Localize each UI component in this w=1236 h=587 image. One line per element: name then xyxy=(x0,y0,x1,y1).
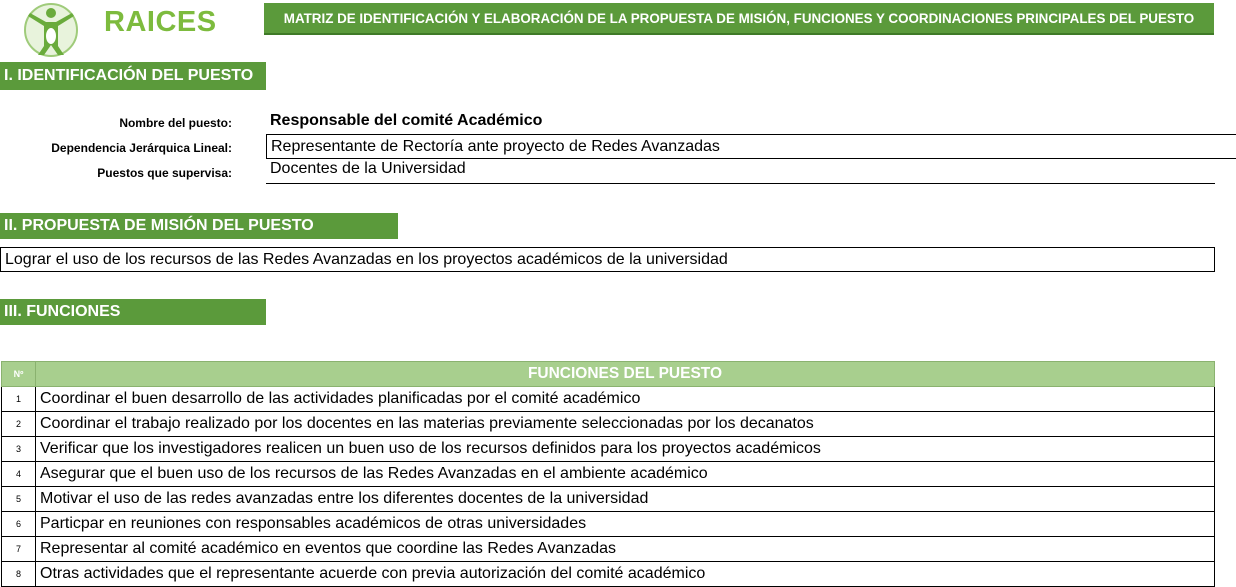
column-number-header: Nº xyxy=(2,362,36,387)
supervised-positions-label: Puestos que supervisa: xyxy=(97,166,232,180)
table-row xyxy=(2,387,1215,412)
function-number: 5 xyxy=(2,487,36,512)
function-number: 8 xyxy=(2,562,36,587)
function-text: Particpar en reuniones con responsables académicos de otras universidades xyxy=(36,512,1215,537)
table-row xyxy=(2,487,1215,512)
mission-text: Lograr el uso de los recursos de las Redes Avanzadas en los proyectos académicos de la universidad xyxy=(0,247,1215,272)
table-row xyxy=(2,512,1215,537)
section-identification-heading: I. IDENTIFICACIÓN DEL PUESTO xyxy=(0,62,266,90)
table-row xyxy=(2,462,1215,487)
function-number: 1 xyxy=(2,387,36,412)
functions-table-body xyxy=(2,387,1215,587)
function-text: Coordinar el trabajo realizado por los docentes en las materias previamente seleccionadas por los decanatos xyxy=(36,412,1215,437)
function-text: Otras actividades que el representante acuerde con previa autorización del comité académico xyxy=(36,562,1215,587)
function-text: Coordinar el buen desarrollo de las actividades planificadas por el comité académico xyxy=(36,387,1215,412)
section-functions-heading: III. FUNCIONES xyxy=(0,299,266,325)
raices-person-logo-icon xyxy=(22,2,80,58)
supervised-positions-value: Docentes de la Universidad xyxy=(266,160,1215,184)
function-number: 6 xyxy=(2,512,36,537)
function-text: Asegurar que el buen uso de los recursos de las Redes Avanzadas en el ambiente académico xyxy=(36,462,1215,487)
table-row xyxy=(2,437,1215,462)
job-name-value: Responsable del comité Académico xyxy=(270,112,543,129)
hierarchy-label: Dependencia Jerárquica Lineal: xyxy=(51,141,232,155)
column-functions-header: FUNCIONES DEL PUESTO xyxy=(36,362,1215,387)
functions-table-header xyxy=(2,362,1215,387)
function-number: 7 xyxy=(2,537,36,562)
function-text: Motivar el uso de las redes avanzadas entre los diferentes docentes de la universidad xyxy=(36,487,1215,512)
function-text: Representar al comité académico en eventos que coordine las Redes Avanzadas xyxy=(36,537,1215,562)
table-row xyxy=(2,412,1215,437)
section-mission-heading: II. PROPUESTA DE MISIÓN DEL PUESTO xyxy=(0,213,398,239)
functions-table xyxy=(1,361,1215,587)
hierarchy-value: Representante de Rectoría ante proyecto de Redes Avanzadas xyxy=(266,134,1236,159)
job-name-label: Nombre del puesto: xyxy=(119,116,232,130)
function-number: 3 xyxy=(2,437,36,462)
function-text: Verificar que los investigadores realicen un buen uso de los recursos definidos para los proyectos académicos xyxy=(36,437,1215,462)
function-number: 2 xyxy=(2,412,36,437)
brand-name: RAICES xyxy=(104,6,217,38)
table-row xyxy=(2,562,1215,587)
table-row xyxy=(2,537,1215,562)
function-number: 4 xyxy=(2,462,36,487)
document-title-banner: MATRIZ DE IDENTIFICACIÓN Y ELABORACIÓN DE LA PROPUESTA DE MISIÓN, FUNCIONES Y COORDINACIONES PRINCIPALES DEL PUESTO xyxy=(264,3,1214,35)
